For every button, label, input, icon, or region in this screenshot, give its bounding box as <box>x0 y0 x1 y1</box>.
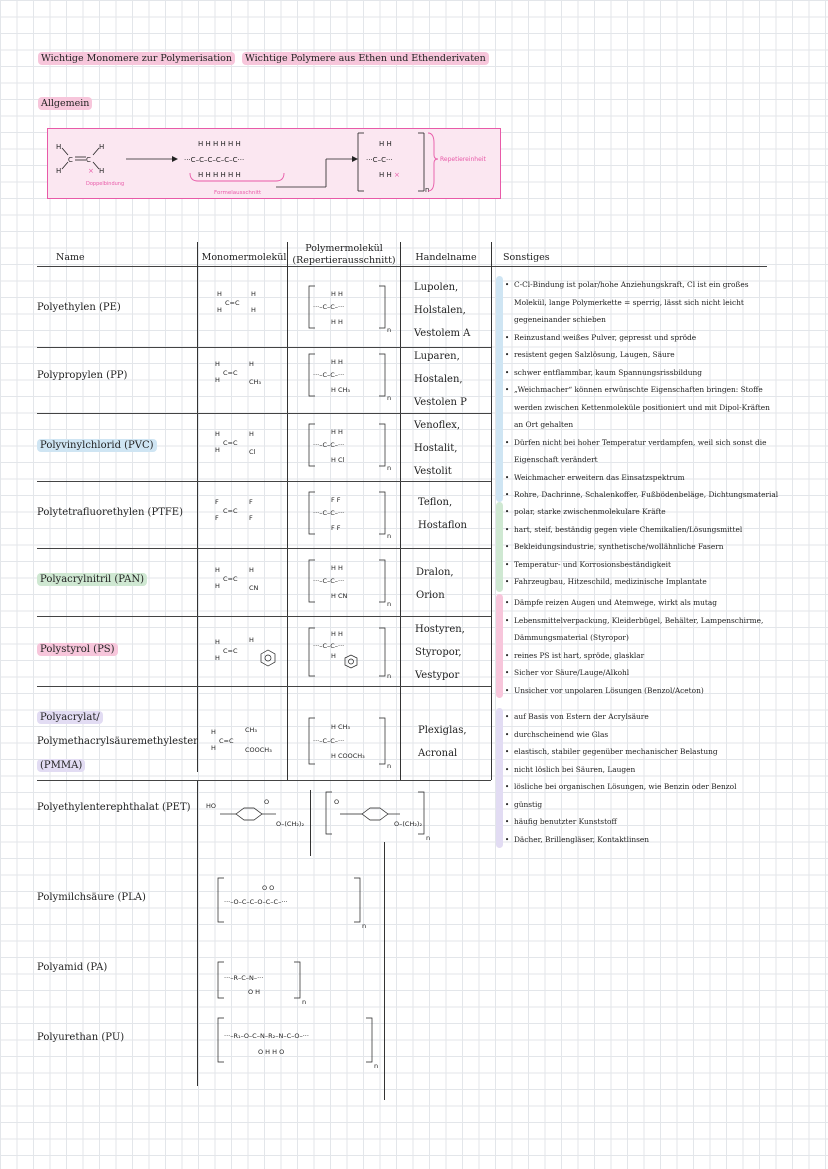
svg-text:C=C: C=C <box>225 299 240 307</box>
svg-text:H H: H H <box>331 290 343 298</box>
svg-text:H: H <box>215 376 220 384</box>
svg-text:HO: HO <box>206 802 217 810</box>
svg-text:C=C: C=C <box>223 575 238 583</box>
svg-text:×: × <box>88 167 94 175</box>
svg-text:H CH₃: H CH₃ <box>331 386 350 394</box>
trade-ps: Hostyren, Styropor, Vestypor <box>415 624 465 681</box>
row-name-pu: Polyurethan (PU) <box>37 1032 125 1043</box>
svg-text:n: n <box>387 762 392 770</box>
polymer-pan <box>309 560 391 608</box>
polymer-pe <box>309 286 391 334</box>
svg-text:H: H <box>56 143 62 151</box>
svg-text:H H: H H <box>379 171 392 179</box>
row-name-pmma: Polyacrylat/ Polymethacrylsäuremethylester (PMMA) <box>37 712 198 771</box>
svg-text:COOCH₃: COOCH₃ <box>245 746 272 754</box>
monomer-pvc <box>215 430 256 456</box>
monomer-pan <box>215 566 259 592</box>
monomer-pet <box>206 798 304 828</box>
svg-text:n: n <box>387 464 392 472</box>
polymer-pla <box>218 878 366 930</box>
svg-text:O H H O: O H H O <box>258 1048 285 1056</box>
svg-text:C=C: C=C <box>219 737 234 745</box>
row-name-pla: Polymilchsäure (PLA) <box>37 892 146 903</box>
molecule-structures <box>197 266 407 786</box>
polymer-pvc <box>309 424 391 472</box>
col-header-polymer: Polymermolekül (Repertierausschnitt) <box>292 243 396 266</box>
trade-pe: Lupolen, Holstalen, Vestolem A <box>414 282 471 339</box>
svg-text:H: H <box>99 167 105 175</box>
svg-text:H: H <box>211 744 216 752</box>
svg-text:H: H <box>215 654 220 662</box>
svg-text:···–C–C–···: ···–C–C–··· <box>313 441 345 449</box>
polymer-ps <box>309 628 391 680</box>
svg-text:H H: H H <box>331 428 343 436</box>
svg-text:n: n <box>374 1062 379 1070</box>
svg-text:H: H <box>215 566 220 574</box>
monomer-ptfe <box>215 498 253 522</box>
svg-text:H H H H H H: H H H H H H <box>198 171 241 179</box>
svg-text:H H: H H <box>331 318 343 326</box>
row-name-pvc: Polyvinylchlorid (PVC) <box>37 434 157 458</box>
svg-text:H: H <box>251 306 256 314</box>
svg-text:H: H <box>249 566 254 574</box>
row-name-ptfe: Polytetrafluorethylen (PTFE) <box>37 507 184 518</box>
trade-pan: Dralon, Orion <box>416 567 454 601</box>
svg-text:···C–C–C–C–C–C···: ···C–C–C–C–C–C··· <box>184 156 245 164</box>
svg-text:F: F <box>215 514 219 522</box>
svg-text:O–(CH₂)₂: O–(CH₂)₂ <box>276 820 305 828</box>
svg-text:H H H H H H: H H H H H H <box>198 140 241 148</box>
advanced-polymer-structures <box>200 786 440 1086</box>
svg-text:H: H <box>249 360 254 368</box>
svg-text:n: n <box>387 394 392 402</box>
title-polymers: Wichtige Polymere aus Ethen und Ethenderivaten <box>242 52 489 65</box>
polymer-pmma <box>309 718 391 770</box>
svg-text:O: O <box>334 798 340 806</box>
label-formula-section: Formelausschnitt <box>214 190 262 196</box>
general-reaction-svg <box>48 129 502 200</box>
svg-text:···–O–C–C–O–C–C–···: ···–O–C–C–O–C–C–··· <box>224 898 288 906</box>
row-name-pet: Polyethylenterephthalat (PET) <box>37 802 191 813</box>
svg-text:···–R₁–O–C–N–R₂–N–C–O–···: ···–R₁–O–C–N–R₂–N–C–O–··· <box>224 1032 309 1040</box>
polymer-ptfe <box>309 492 391 540</box>
svg-text:n: n <box>302 998 307 1006</box>
svg-text:H Cl: H Cl <box>331 456 345 464</box>
svg-text:F F: F F <box>331 496 341 504</box>
col-header-trade: Handelname <box>415 252 477 263</box>
svg-text:H: H <box>217 290 222 298</box>
svg-text:n: n <box>387 326 392 334</box>
svg-text:CH₃: CH₃ <box>249 378 262 386</box>
svg-text:C: C <box>86 156 91 164</box>
svg-text:F: F <box>215 498 219 506</box>
svg-text:H: H <box>331 652 336 660</box>
svg-text:n: n <box>387 532 392 540</box>
table-col-divider <box>197 780 198 1086</box>
trade-ptfe: Teflon, Hostaflon <box>418 497 467 531</box>
svg-text:···–C–C–···: ···–C–C–··· <box>313 642 345 650</box>
svg-text:···–C–C–···: ···–C–C–··· <box>313 303 345 311</box>
col-header-name: Name <box>56 252 85 263</box>
label-double-bond: Doppelbindung <box>86 181 125 187</box>
svg-text:···C–C···: ···C–C··· <box>366 156 393 164</box>
svg-text:···–R–C–N–···: ···–R–C–N–··· <box>224 974 264 982</box>
row-name-pa: Polyamid (PA) <box>37 962 108 973</box>
svg-text:···–C–C–···: ···–C–C–··· <box>313 577 345 585</box>
svg-text:H: H <box>249 430 254 438</box>
svg-text:H: H <box>251 290 256 298</box>
monomer-ps <box>215 636 275 666</box>
svg-text:C=C: C=C <box>223 439 238 447</box>
trade-pp: Luparen, Hostalen, Vestolen P <box>414 351 467 408</box>
svg-text:C: C <box>68 156 73 164</box>
section-general-heading: Allgemein <box>38 98 92 109</box>
svg-text:H: H <box>211 728 216 736</box>
svg-text:H: H <box>56 167 62 175</box>
svg-text:H CH₃: H CH₃ <box>331 723 350 731</box>
row-name-pan: Polyacrylnitril (PAN) <box>37 568 147 592</box>
svg-text:n: n <box>387 672 392 680</box>
svg-text:H: H <box>215 360 220 368</box>
svg-text:H: H <box>249 636 254 644</box>
subscript-n: n <box>425 186 430 194</box>
trade-pmma: Plexiglas, Acronal <box>418 725 467 759</box>
svg-text:O–(CH₂)₂: O–(CH₂)₂ <box>394 820 423 828</box>
trade-pvc: Venoflex, Hostalit, Vestolit <box>414 420 461 477</box>
svg-text:CN: CN <box>249 584 259 592</box>
col-header-misc: Sonstiges <box>503 252 550 263</box>
svg-text:C=C: C=C <box>223 369 238 377</box>
svg-text:n: n <box>362 922 367 930</box>
page-title <box>38 53 489 64</box>
notes-pan: • polar, starke zwischenmolekulare Kräfte • hart, steif, beständig gegen viele Chemikalien/Lösungsmittel • Bekleidungsindustrie, synthetische/wollähnliche Fasern • Temperatur- und Korrosionsbeständigkeit • Fahrzeugbau, Hitzeschild, medizinische Implantate <box>504 507 743 586</box>
polymer-pu <box>218 1018 378 1070</box>
label-repeat-unit: Repetiereinheit <box>440 156 486 163</box>
svg-text:H: H <box>99 143 105 151</box>
general-polymerization-diagram <box>47 128 501 199</box>
monomer-pp <box>215 360 261 386</box>
svg-text:n: n <box>426 834 431 842</box>
svg-text:C=C: C=C <box>223 507 238 515</box>
row-name-pe: Polyethylen (PE) <box>37 302 121 313</box>
polymer-pp <box>309 354 391 402</box>
svg-text:F: F <box>249 498 253 506</box>
svg-text:C=C: C=C <box>223 647 238 655</box>
svg-text:F: F <box>249 514 253 522</box>
notes-pvc: • C-Cl-Bindung ist polar/hohe Anziehungskraft, Cl ist ein großes Molekül, lange Polymerkette = sperrig, lässt sich nicht leicht gegeneinander schieben • Reinzustand weißes Pulver, gepresst und spröde • resistent gegen Salzlösung, Laugen, Säure • schwer entflammbar, kaum Spannungsrissbildung • „Weichmacher“ können erwünschte Eigenschaften bringen: Stoffe werden zwischen Kettenmoleküle positioniert und mit Dipol-Kräften an Ort gehalten • Dürfen nicht bei hoher Temperatur verdampfen, weil sich sonst die Eigenschaft verändert • Weichmacher erweitern das Einsatzspektrum • Rohre, Dachrinne, Schalenkoffer, Fußbödenbeläge, Dichtungsmaterial <box>504 280 779 499</box>
svg-text:H: H <box>215 582 220 590</box>
svg-text:CH₃: CH₃ <box>245 726 258 734</box>
svg-text:H COOCH₃: H COOCH₃ <box>331 752 365 760</box>
svg-text:H: H <box>215 430 220 438</box>
polymer-pet <box>326 792 430 842</box>
monomer-pe <box>217 290 256 314</box>
svg-text:H: H <box>215 638 220 646</box>
svg-text:×: × <box>394 171 400 179</box>
polymer-pa <box>218 962 306 1006</box>
svg-text:···–C–C–···: ···–C–C–··· <box>313 371 345 379</box>
svg-text:H H: H H <box>331 564 343 572</box>
svg-text:O O: O O <box>262 884 275 892</box>
monomer-pmma <box>211 726 272 754</box>
svg-text:n: n <box>387 600 392 608</box>
svg-text:···–C–C–···: ···–C–C–··· <box>313 737 345 745</box>
svg-text:H H: H H <box>379 140 392 148</box>
svg-text:F F: F F <box>331 524 341 532</box>
svg-text:H: H <box>215 446 220 454</box>
title-monomers: Wichtige Monomere zur Polymerisation <box>38 52 235 65</box>
svg-text:···–C–C–···: ···–C–C–··· <box>313 509 345 517</box>
table-col-divider <box>491 242 492 780</box>
svg-text:O H: O H <box>248 988 261 996</box>
col-header-monomer: Monomermolekül <box>201 252 287 263</box>
notes-pmma: • auf Basis von Estern der Acrylsäure • durchscheinend wie Glas • elastisch, stabiler gegenüber mechanischer Belastung • nicht löslich bei Säuren, Laugen • lösliche bei organischen Lösungen, wie Benzin oder Benzol • günstig • häufig benutzter Kunststoff • Dächer, Brillengläser, Kontaktlinsen <box>504 712 737 844</box>
row-name-pp: Polypropylen (PP) <box>37 370 128 381</box>
svg-text:H: H <box>217 306 222 314</box>
svg-text:H H: H H <box>331 358 343 366</box>
svg-text:H H: H H <box>331 630 343 638</box>
svg-text:H CN: H CN <box>331 592 348 600</box>
svg-text:Cl: Cl <box>249 448 256 456</box>
row-name-ps: Polystyrol (PS) <box>37 638 118 662</box>
svg-text:O: O <box>264 798 270 806</box>
notes-ps: • Dämpfe reizen Augen und Atemwege, wirkt als mutag • Lebensmittelverpackung, Kleiderbügel, Behälter, Lampenschirme, Dämmungsmaterial (Styropor) • reines PS ist hart, spröde, glasklar • Sicher vor Säure/Lauge/Alkohl • Unsicher vor unpolaren Lösungen (Benzol/Aceton) <box>504 598 764 695</box>
